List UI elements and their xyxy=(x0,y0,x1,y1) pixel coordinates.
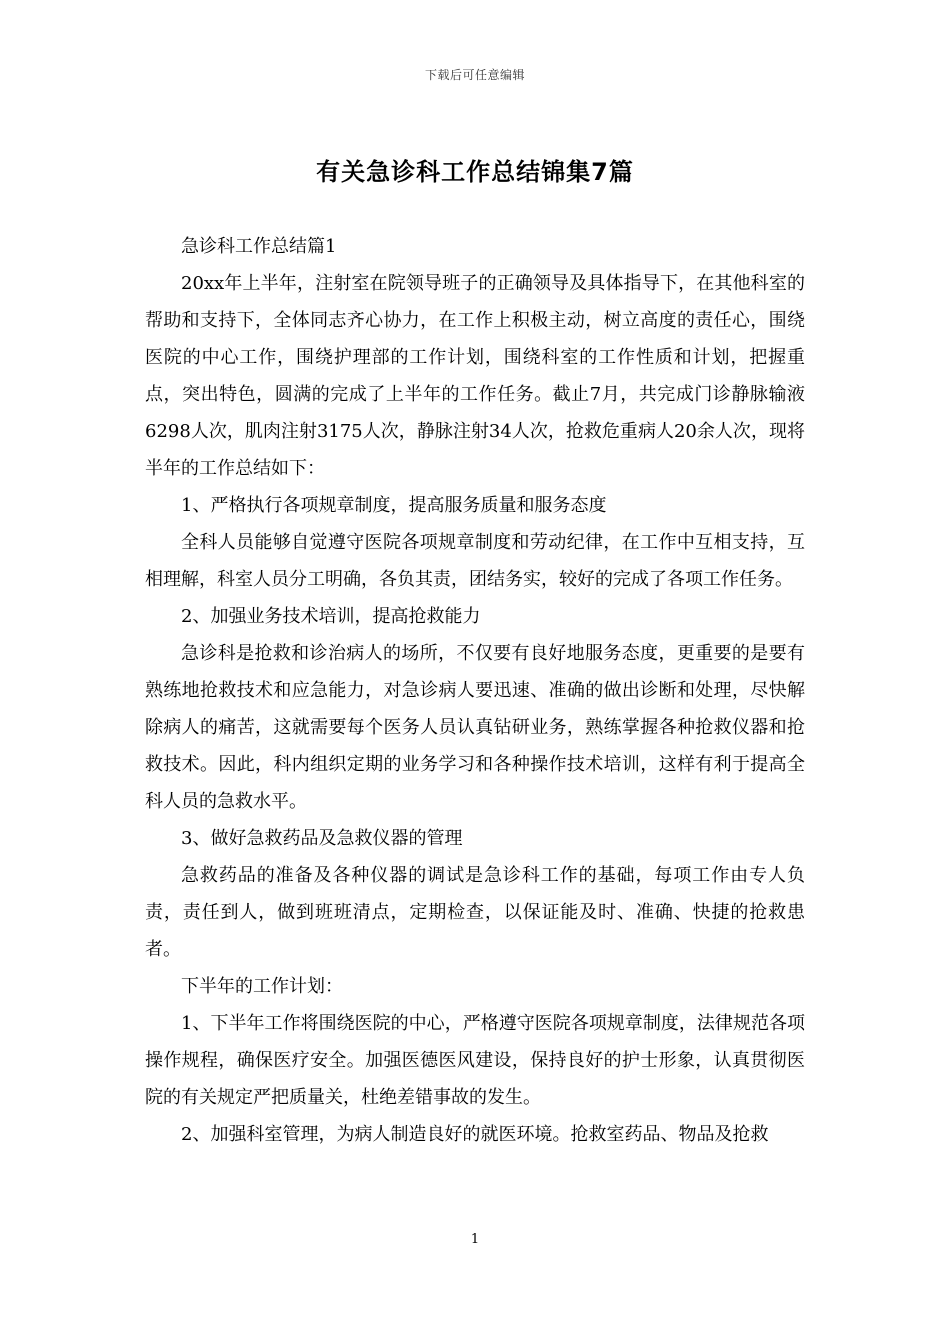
body-paragraph: 1、下半年工作将围绕医院的中心，严格遵守医院各项规章制度，法律规范各项操作规程，确保医疗安全。加强医德医风建设，保持良好的护士形象，认真贯彻医院的有关规定严把质量关，杜绝差错事故的发生。 xyxy=(145,1013,805,1108)
body-paragraph: 全科人员能够自觉遵守医院各项规章制度和劳动纪律，在工作中互相支持，互相理解，科室人员分工明确，各负其责，团结务实，较好的完成了各项工作任务。 xyxy=(145,532,805,590)
numbered-heading: 1、严格执行各项规章制度，提高服务质量和服务态度 xyxy=(181,495,607,516)
body-paragraph: 2、加强科室管理，为病人制造良好的就医环境。抢救室药品、物品及抢救 xyxy=(181,1124,769,1145)
numbered-heading: 2、加强业务技术培训，提高抢救能力 xyxy=(181,606,481,627)
section-heading: 急诊科工作总结篇1 xyxy=(181,236,337,257)
numbered-heading: 3、做好急救药品及急救仪器的管理 xyxy=(181,828,463,849)
page-number: 1 xyxy=(470,1232,480,1247)
plan-heading: 下半年的工作计划： xyxy=(181,976,343,997)
body-paragraph: 20xx年上半年，注射室在院领导班子的正确领导及具体指导下，在其他科室的帮助和支持下，全体同志齐心协力，在工作上积极主动，树立高度的责任心，围绕医院的中心工作，围绕护理部的工作计划，围绕科室的工作性质和计划，把握重点，突出特色，圆满的完成了上半年的工作任务。截止7月，共完成门诊静脉输液6298人次，肌肉注射3175人次，静脉注射34人次，抢救危重病人20余人次，现将半年的工作总结如下： xyxy=(145,273,805,479)
document-title: 有关急诊科工作总结锦集7篇 xyxy=(316,158,634,186)
header-note: 下载后可任意编辑 xyxy=(424,68,525,82)
body-paragraph: 急救药品的准备及各种仪器的调试是急诊科工作的基础，每项工作由专人负责，责任到人，做到班班清点，定期检查，以保证能及时、准确、快捷的抢救患者。 xyxy=(145,865,805,960)
document-body xyxy=(145,228,805,1153)
body-paragraph: 急诊科是抢救和诊治病人的场所，不仅要有良好地服务态度，更重要的是要有熟练地抢救技术和应急能力，对急诊病人要迅速、准确的做出诊断和处理，尽快解除病人的痛苦，这就需要每个医务人员认真钻研业务，熟练掌握各种抢救仪器和抢救技术。因此，科内组织定期的业务学习和各种操作技术培训，这样有利于提高全科人员的急救水平。 xyxy=(145,643,805,812)
